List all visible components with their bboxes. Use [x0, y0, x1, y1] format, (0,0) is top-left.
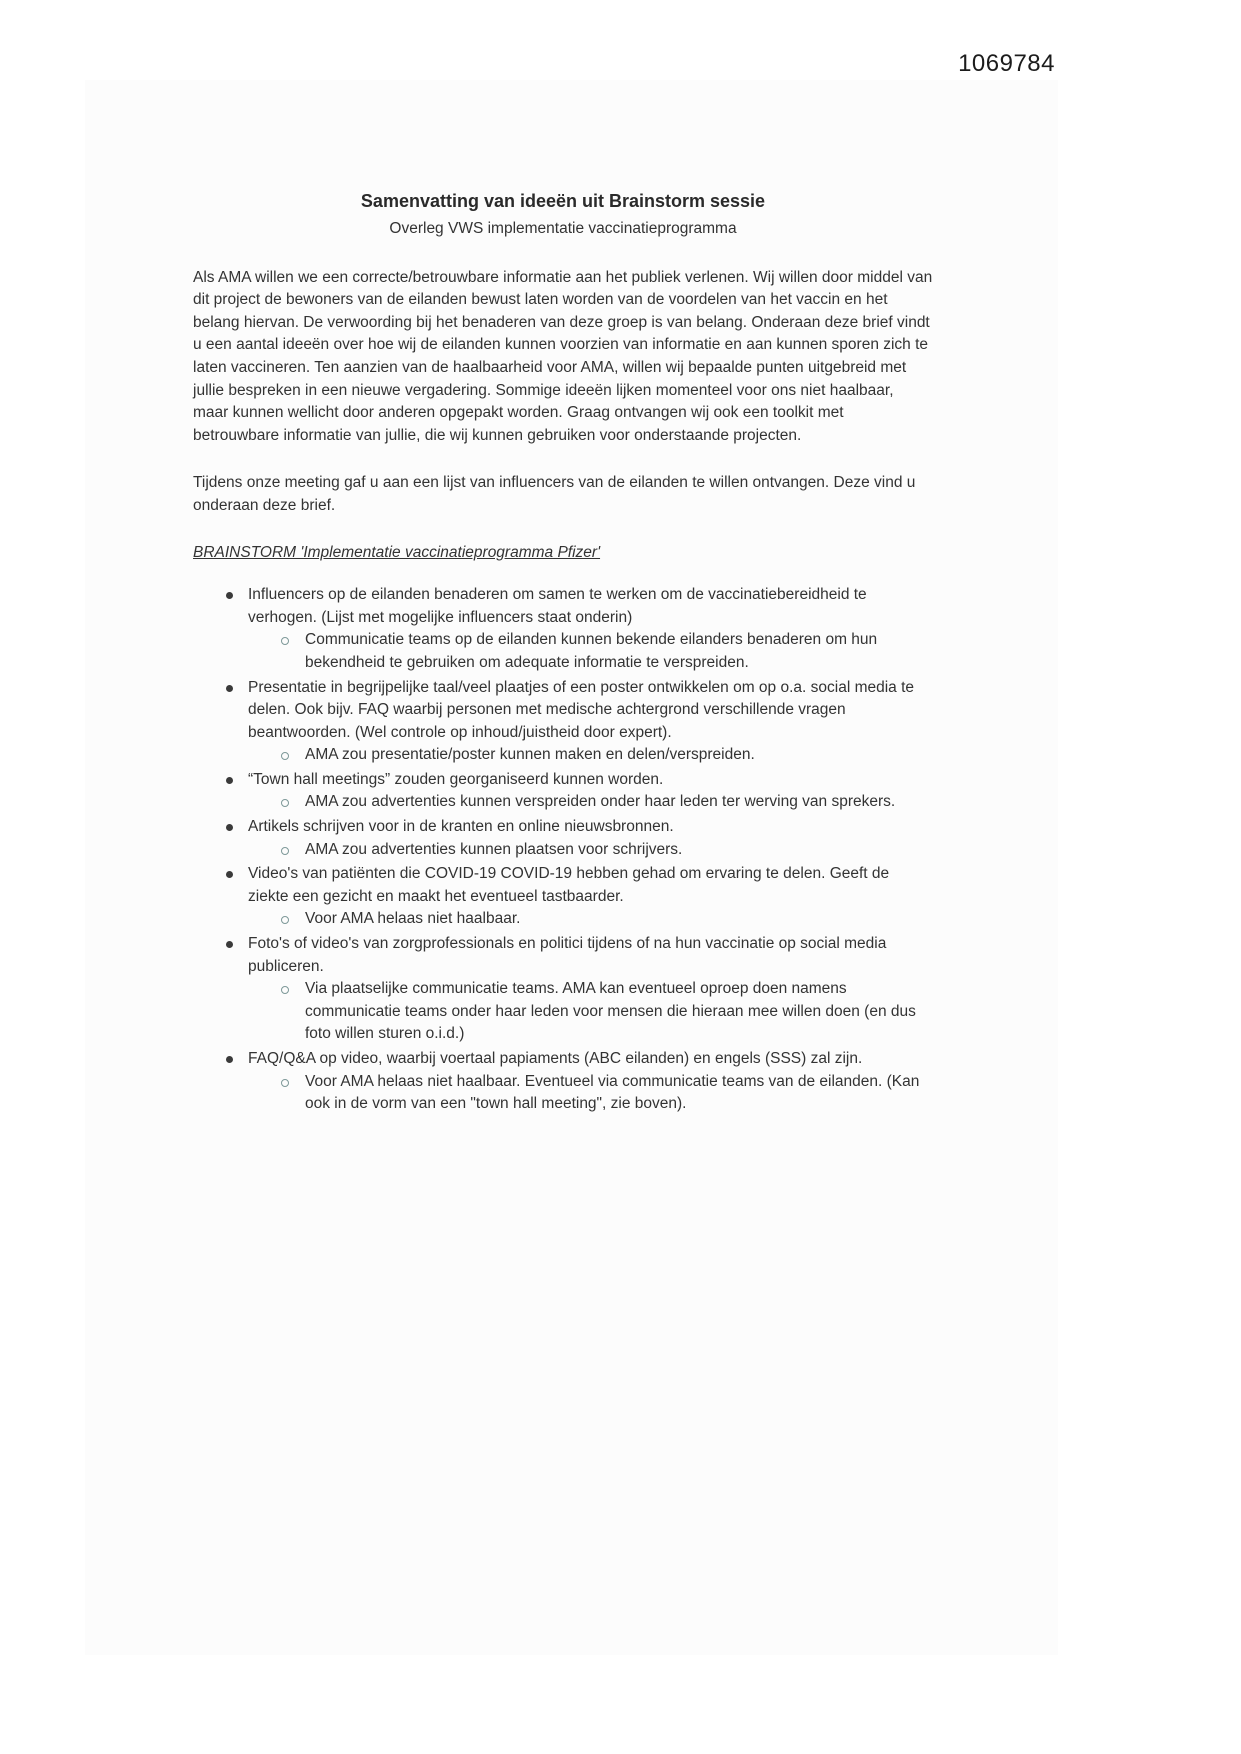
paragraph-intro: Als AMA willen we een correcte/betrouwbare informatie aan het publiek verlenen. Wij willen door middel van dit project de bewoners van de eilanden bewust laten worden van de voordelen van het vaccin en het belang hiervan. De verwoording bij het benaderen van deze groep is van belang. Onderaan deze brief vindt u een aantal ideeën over hoe wij de eilanden kunnen voorzien van informatie en aan kunnen sporen zich te laten vaccineren. Ten aanzien van de haalbaarheid voor AMA, willen wij bepaalde punten uitgebreid met jullie bespreken in een nieuwe vergadering. Sommige ideeën lijken momenteel voor ons niet haalbaar, maar kunnen wellicht door anderen opgepakt worden. Graag ontvangen wij ook een toolkit met betrouwbare informatie van jullie, die wij kunnen gebruiken voor onderstaande projecten. — [193, 268, 933, 444]
document-subtitle: Overleg VWS implementatie vaccinatieprogramma — [389, 220, 737, 237]
bullet-icon — [226, 1056, 233, 1063]
bullet-icon — [226, 824, 233, 831]
section-heading: BRAINSTORM 'Implementatie vaccinatieprogramma Pfizer' — [193, 543, 601, 561]
bullet-text: “Town hall meetings” zouden georganiseerd kunnen worden. — [248, 770, 664, 788]
document-content — [193, 190, 933, 1118]
document-title: Samenvatting van ideeën uit Brainstorm sessie — [360, 191, 766, 211]
bullet-icon — [226, 777, 233, 784]
sub-bullet-list — [248, 978, 933, 1046]
bullet-body — [248, 933, 933, 1046]
sub-bullet-list — [248, 629, 933, 674]
list-item — [193, 863, 933, 931]
sub-bullet-list — [248, 1071, 933, 1116]
bullet-list — [193, 584, 933, 1116]
sub-list-item — [248, 978, 933, 1046]
sub-bullet-text: Via plaatselijke communicatie teams. AMA kan eventueel oproep doen namens communicatie teams onder haar leden voor mensen die hieraan mee willen doen (en dus foto willen sturen o.i.d.) — [305, 980, 916, 1043]
list-item — [193, 769, 933, 814]
sub-bullet-icon — [281, 752, 289, 760]
bullet-text: Artikels schrijven voor in de kranten en online nieuwsbronnen. — [248, 818, 674, 836]
sub-bullet-icon — [281, 847, 289, 855]
sub-bullet-list — [248, 744, 933, 767]
sub-bullet-text: Voor AMA helaas niet haalbaar. Eventueel via communicatie teams van de eilanden. (Kan ook in de vorm van een "town hall meeting", zie boven). — [305, 1072, 920, 1113]
bullet-text: Influencers op de eilanden benaderen om samen te werken om de vaccinatiebereidheid te verhogen. (Lijst met mogelijke influencers staat onderin) — [248, 586, 867, 626]
list-item — [193, 584, 933, 674]
sub-bullet-icon — [281, 1079, 289, 1087]
bullet-body — [248, 863, 933, 931]
list-item — [193, 677, 933, 767]
sub-bullet-text: Communicatie teams op de eilanden kunnen bekende eilanders benaderen om hun bekendheid te gebruiken om adequate informatie te verspreiden. — [305, 631, 878, 671]
bullet-body — [248, 816, 933, 861]
bullet-text: Foto's of video's van zorgprofessionals en politici tijdens of na hun vaccinatie op social media publiceren. — [248, 935, 887, 975]
bullet-text: Video's van patiënten die COVID-19 COVID-19 hebben gehad om ervaring te delen. Geeft de ziekte een gezicht en maakt het eventueel tastbaarder. — [248, 865, 890, 905]
sub-list-item — [248, 908, 933, 931]
sub-bullet-text: Voor AMA helaas niet haalbaar. — [305, 910, 521, 928]
sub-list-item — [248, 839, 933, 862]
sub-bullet-icon — [281, 916, 289, 924]
bullet-icon — [226, 871, 233, 878]
sub-list-item — [248, 744, 933, 767]
sub-bullet-list — [248, 908, 933, 931]
sub-bullet-text: AMA zou presentatie/poster kunnen maken en delen/verspreiden. — [305, 746, 755, 764]
bullet-body — [248, 769, 933, 814]
list-item — [193, 1048, 933, 1116]
bullet-body — [248, 677, 933, 767]
list-item — [193, 816, 933, 861]
sub-bullet-text: AMA zou advertenties kunnen plaatsen voor schrijvers. — [305, 840, 683, 858]
bullet-icon — [226, 592, 233, 599]
sub-bullet-list — [248, 839, 933, 862]
bullet-icon — [226, 685, 233, 692]
sub-list-item — [248, 629, 933, 674]
sub-list-item — [248, 791, 933, 814]
sub-bullet-icon — [281, 986, 289, 994]
document-number: 1069784 — [958, 50, 1055, 77]
sub-bullet-icon — [281, 799, 289, 807]
list-item — [193, 933, 933, 1046]
bullet-text: Presentatie in begrijpelijke taal/veel plaatjes of een poster ontwikkelen om op o.a. social media te delen. Ook bijv. FAQ waarbij personen met medische achtergrond verschillende vragen beantwoorden. (Wel controle op inhoud/juistheid door expert). — [248, 678, 915, 741]
bullet-icon — [226, 941, 233, 948]
sub-bullet-list — [248, 791, 933, 814]
bullet-text: FAQ/Q&A op video, waarbij voertaal papiaments (ABC eilanden) en engels (SSS) zal zijn. — [248, 1050, 863, 1067]
bullet-body — [248, 584, 933, 674]
sub-bullet-text: AMA zou advertenties kunnen verspreiden onder haar leden ter werving van sprekers. — [305, 793, 896, 811]
paragraph-influencers: Tijdens onze meeting gaf u aan een lijst van influencers van de eilanden te willen ontvangen. Deze vind u onderaan deze brief. — [193, 474, 916, 514]
bullet-body — [248, 1048, 933, 1116]
sub-list-item — [248, 1071, 933, 1116]
sub-bullet-icon — [281, 637, 289, 645]
